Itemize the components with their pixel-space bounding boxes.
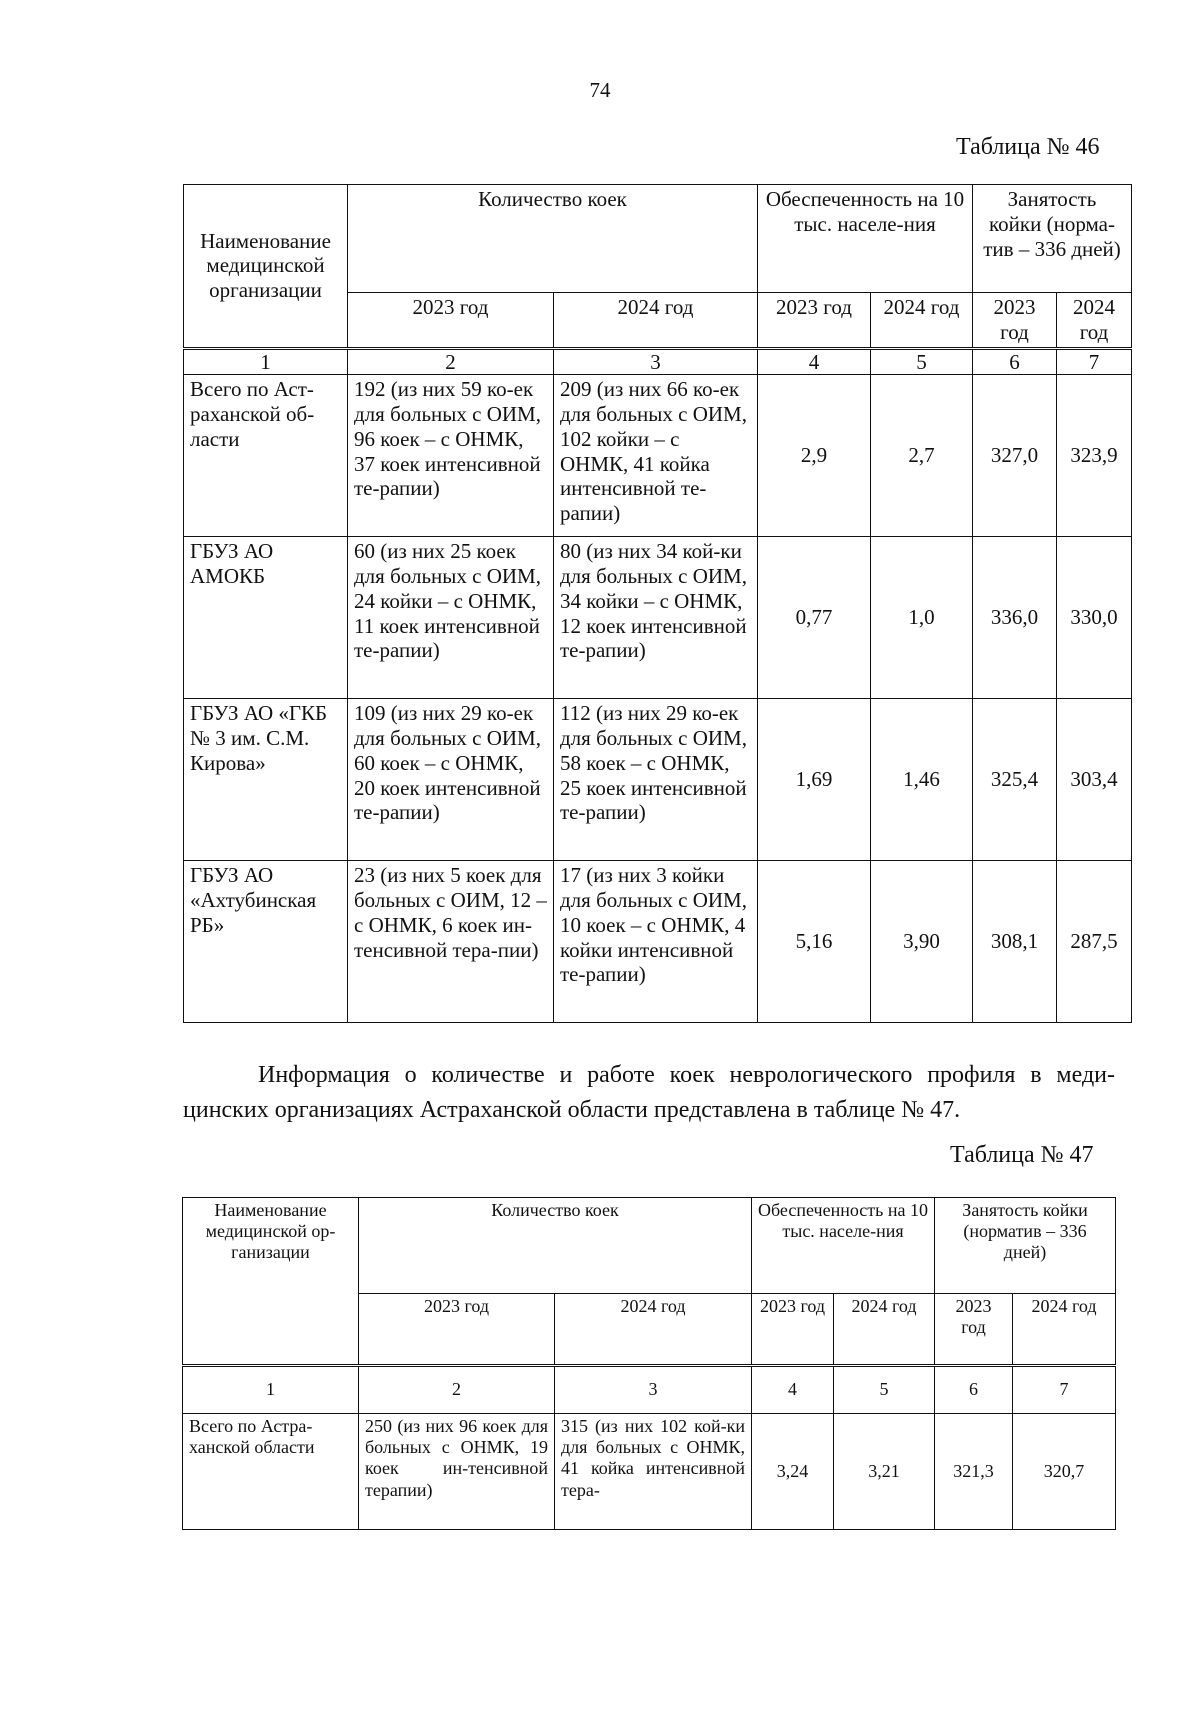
table-row [184, 537, 1132, 699]
header-beds-2023: 2023 год [359, 1294, 555, 1366]
header-beds-2023: 2023 год [348, 293, 554, 349]
supply-2023: 2,9 [758, 375, 871, 537]
header-supply-2023: 2023 год [758, 293, 871, 349]
header-occupancy-2024: 2024 год [1057, 293, 1132, 349]
header-supply-2024: 2024 год [871, 293, 973, 349]
header-bed-count: Количество коек [359, 1198, 752, 1294]
beds-2024: 209 (из них 66 ко-ек для больных с ОИМ, 102 койки – с ОНМК, 41 койка интенсивной те-рапии) [554, 375, 758, 537]
supply-2023: 3,24 [752, 1414, 834, 1530]
page-number: 74 [589, 78, 611, 102]
header-bed-count: Количество коек [348, 185, 758, 293]
column-number: 3 [555, 1366, 752, 1414]
header-organization: Наименование медицинской ор-ганизации [183, 1198, 359, 1366]
supply-2023: 5,16 [758, 861, 871, 1023]
occupancy-2024: 323,9 [1057, 375, 1132, 537]
organization-name: ГБУЗ АО АМОКБ [184, 537, 348, 699]
occupancy-2023: 325,4 [973, 699, 1057, 861]
header-supply-2023: 2023 год [752, 1294, 834, 1366]
column-number: 2 [359, 1366, 555, 1414]
header-occupancy-2023: 2023 год [973, 293, 1057, 349]
occupancy-2024: 303,4 [1057, 699, 1132, 861]
header-occupancy-2023: 2023 год [935, 1294, 1013, 1366]
header-beds-2024: 2024 год [554, 293, 758, 349]
column-number: 4 [752, 1366, 834, 1414]
header-beds-2024: 2024 год [555, 1294, 752, 1366]
column-number: 6 [973, 348, 1057, 375]
header-organization: Наименование медицинской организации [184, 185, 348, 349]
supply-2024: 2,7 [871, 375, 973, 537]
supply-2024: 3,21 [834, 1414, 935, 1530]
supply-2024: 3,90 [871, 861, 973, 1023]
beds-2023: 192 (из них 59 ко-ек для больных с ОИМ, 96 коек – с ОНМК, 37 коек интенсивной те-рапии) [348, 375, 554, 537]
beds-2024: 112 (из них 29 ко-ек для больных с ОИМ, 58 коек – с ОНМК, 25 коек интенсивной те-рапии) [554, 699, 758, 861]
column-number: 3 [554, 348, 758, 375]
column-number: 5 [834, 1366, 935, 1414]
column-number: 1 [183, 1366, 359, 1414]
supply-2023: 1,69 [758, 699, 871, 861]
header-supply-2024: 2024 год [834, 1294, 935, 1366]
organization-name: ГБУЗ АО «Ахтубинская РБ» [184, 861, 348, 1023]
header-occupancy: Занятость койки (норматив – 336 дней) [935, 1198, 1116, 1294]
header-supply: Обеспеченность на 10 тыс. населе-ния [758, 185, 973, 293]
organization-name: ГБУЗ АО «ГКБ № 3 им. С.М. Кирова» [184, 699, 348, 861]
beds-2023: 109 (из них 29 ко-ек для больных с ОИМ, 60 коек – с ОНМК, 20 коек интенсивной те-рапии) [348, 699, 554, 861]
beds-2023: 250 (из них 96 коек для больных с ОНМК, 19 коек ин-тенсивной терапии) [359, 1414, 555, 1530]
occupancy-2024: 287,5 [1057, 861, 1132, 1023]
column-number: 7 [1057, 348, 1132, 375]
occupancy-2023: 321,3 [935, 1414, 1013, 1530]
beds-2023: 23 (из них 5 коек для больных с ОИМ, 12 – с ОНМК, 6 коек ин-тенсивной тера-пии) [348, 861, 554, 1023]
beds-2024: 17 (из них 3 койки для больных с ОИМ, 10 коек – с ОНМК, 4 койки интенсивной те-рапии) [554, 861, 758, 1023]
table-row [183, 1414, 1116, 1530]
header-supply: Обеспеченность на 10 тыс. населе-ния [752, 1198, 935, 1294]
supply-2024: 1,46 [871, 699, 973, 861]
table-47-title: Таблица № 47 [950, 1142, 1094, 1168]
column-number: 5 [871, 348, 973, 375]
table-46 [183, 184, 1132, 1023]
supply-2024: 1,0 [871, 537, 973, 699]
occupancy-2023: 327,0 [973, 375, 1057, 537]
beds-2023: 60 (из них 25 коек для больных с ОИМ, 24 койки – с ОНМК, 11 коек интенсивной те-рапии) [348, 537, 554, 699]
occupancy-2023: 308,1 [973, 861, 1057, 1023]
column-number: 7 [1013, 1366, 1116, 1414]
organization-name: Всего по Астра-ханской области [183, 1414, 359, 1530]
beds-2024: 80 (из них 34 кой-ки для больных с ОИМ, 34 койки – с ОНМК, 12 коек интенсивной те-рапии) [554, 537, 758, 699]
occupancy-2024: 320,7 [1013, 1414, 1116, 1530]
occupancy-2024: 330,0 [1057, 537, 1132, 699]
organization-name: Всего по Аст-раханской об-ласти [184, 375, 348, 537]
beds-2024: 315 (из них 102 кой-ки для больных с ОНМК, 41 койка интенсивной тера- [555, 1414, 752, 1530]
column-number: 2 [348, 348, 554, 375]
supply-2023: 0,77 [758, 537, 871, 699]
header-occupancy: Занятость койки (норма-тив – 336 дней) [973, 185, 1132, 293]
table-47 [182, 1197, 1116, 1530]
occupancy-2023: 336,0 [973, 537, 1057, 699]
column-number: 1 [184, 348, 348, 375]
table-46-title: Таблица № 46 [956, 134, 1100, 160]
table-row [184, 699, 1132, 861]
column-number: 6 [935, 1366, 1013, 1414]
table-row [184, 861, 1132, 1023]
column-number: 4 [758, 348, 871, 375]
header-occupancy-2024: 2024 год [1013, 1294, 1116, 1366]
table-row [184, 375, 1132, 537]
body-paragraph: Информация о количестве и работе коек неврологического профиля в меди-цинских организациях Астраханской области представлена в таблице № 47. [183, 1062, 1115, 1123]
